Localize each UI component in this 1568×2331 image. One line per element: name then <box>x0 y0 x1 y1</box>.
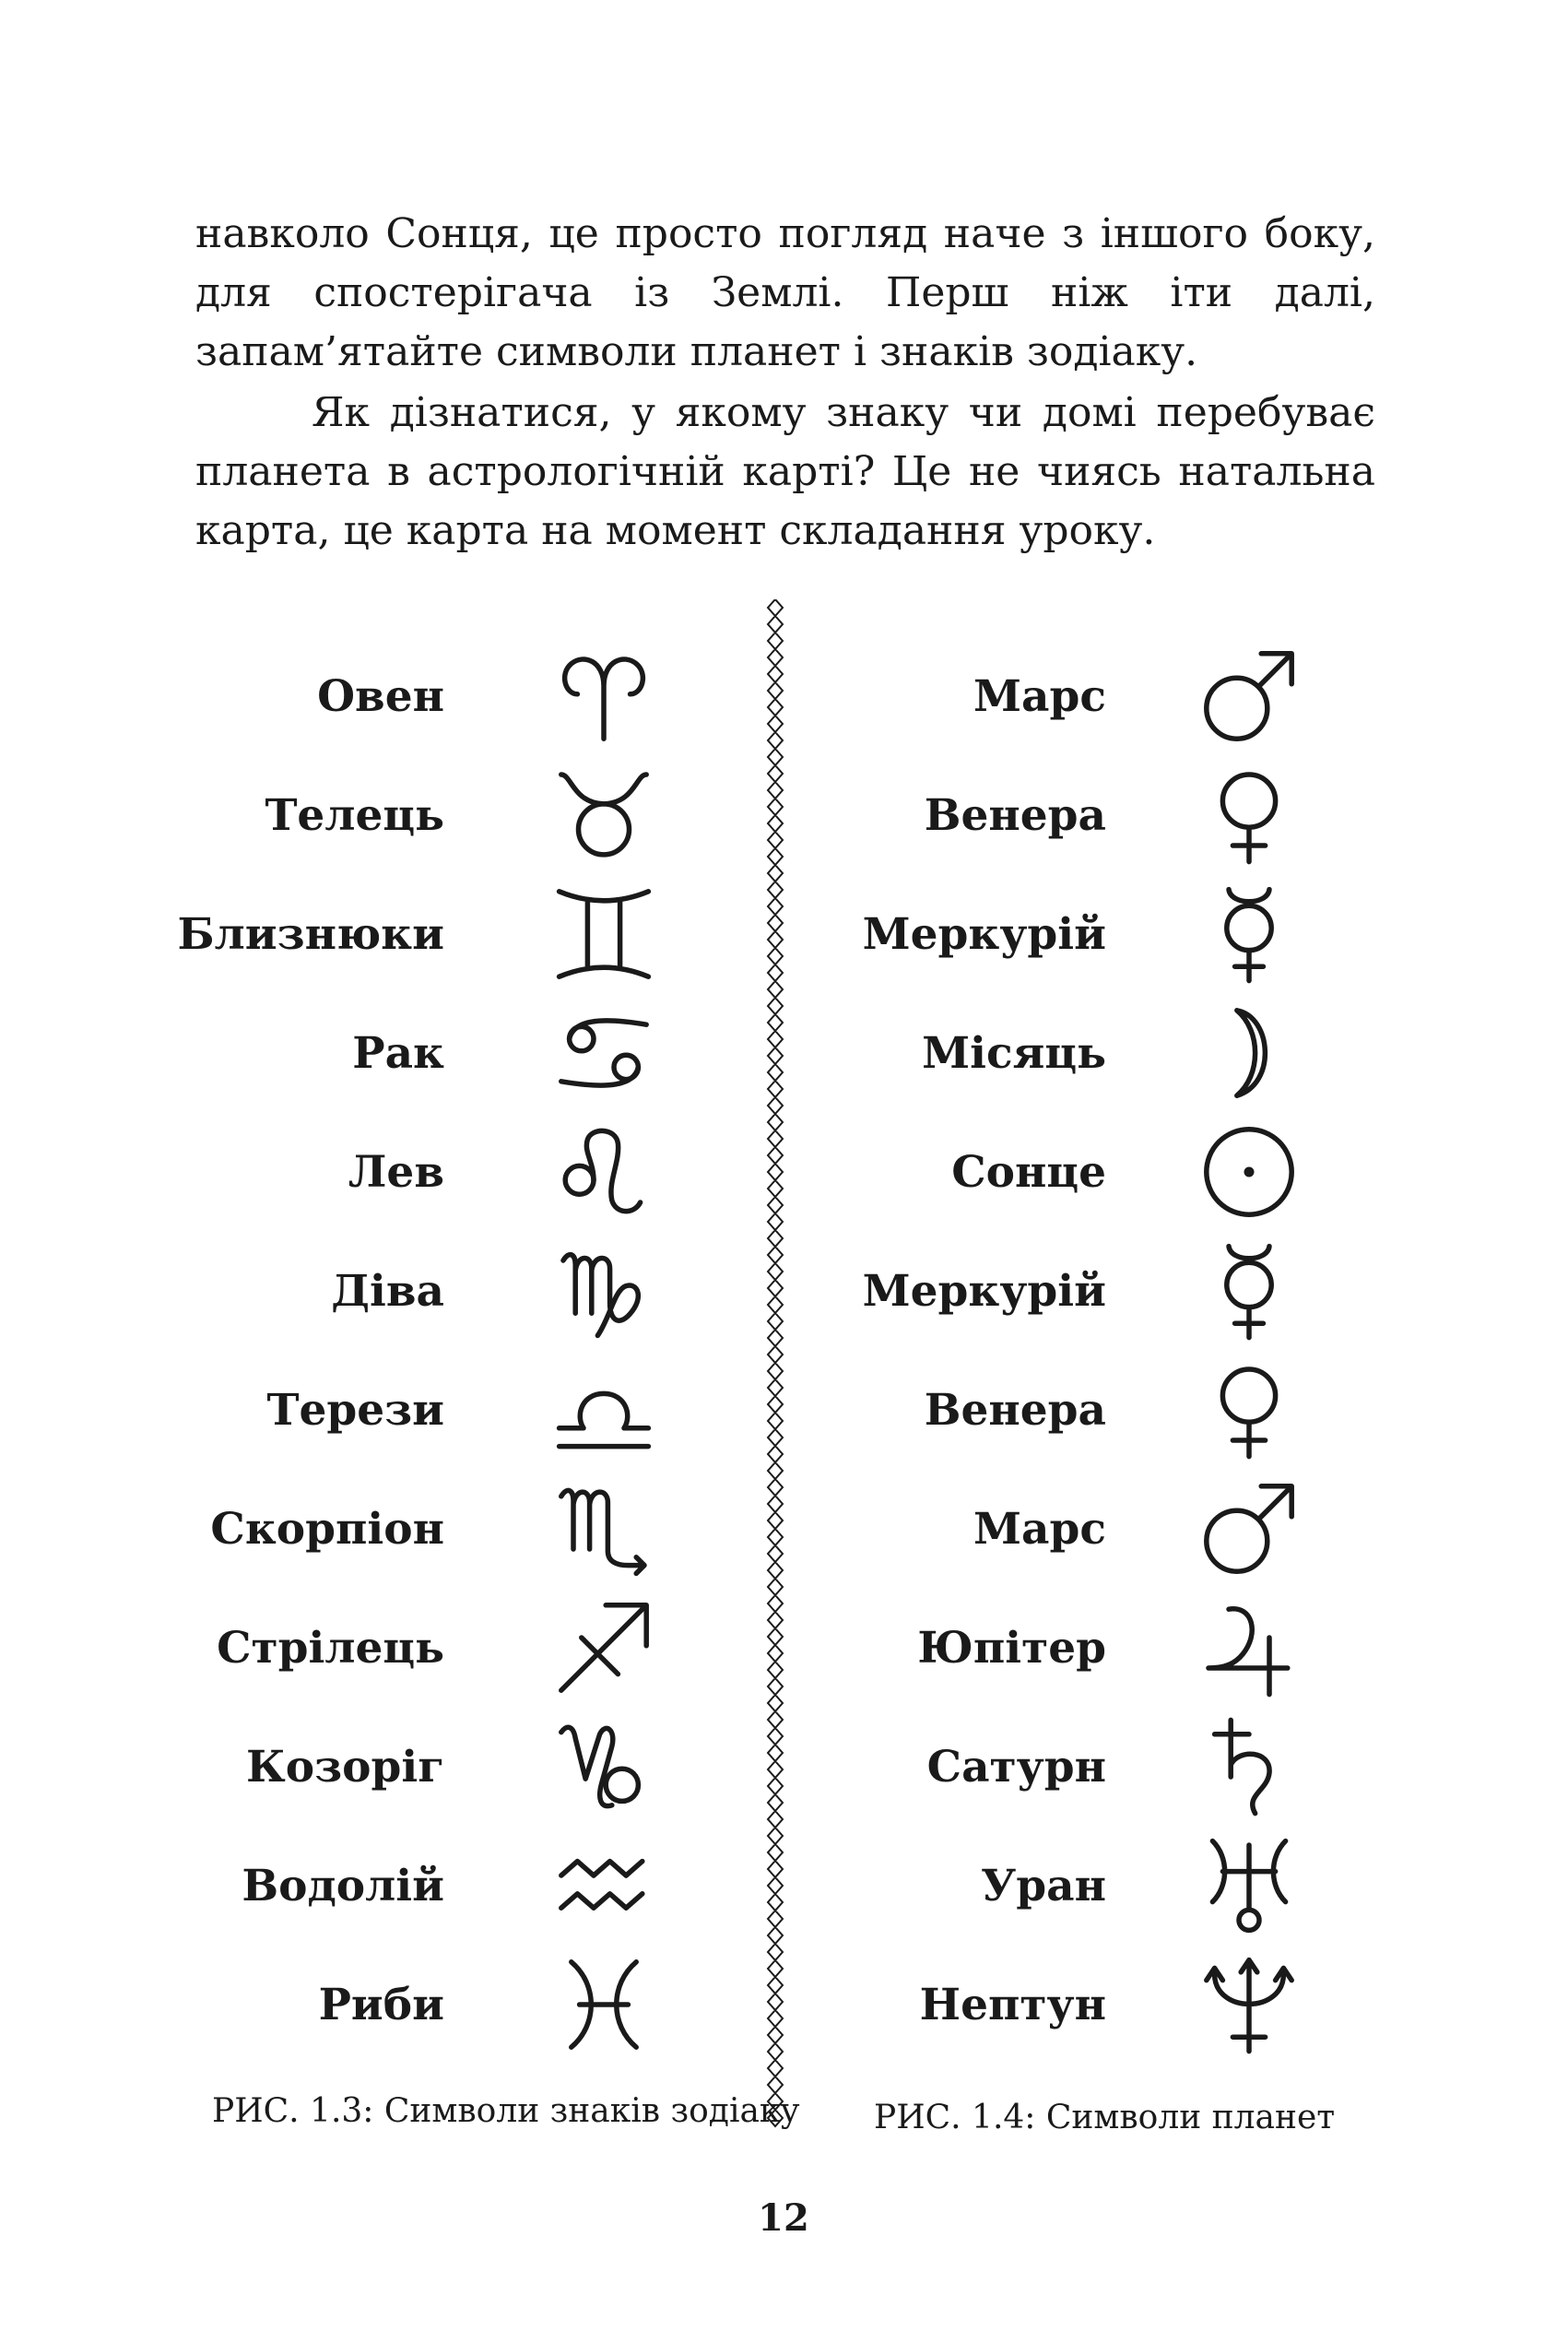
sagittarius-icon <box>553 1597 654 1698</box>
venus-icon <box>1198 764 1300 866</box>
zodiac-label: Водолій <box>242 1861 444 1911</box>
planets-caption: РИС. 1.4: Символи планет <box>874 2099 1336 2136</box>
jupiter-icon <box>1198 1597 1300 1698</box>
aquarius-icon <box>553 1835 654 1936</box>
gemini-icon <box>553 883 654 985</box>
zodiac-label: Рак <box>352 1028 444 1079</box>
zodiac-label: Стрілець <box>217 1623 444 1674</box>
virgo-icon <box>553 1240 654 1342</box>
aries-icon <box>553 645 654 747</box>
capricorn-icon <box>553 1716 654 1817</box>
moon-icon <box>1198 1002 1300 1104</box>
sun-icon <box>1198 1121 1300 1223</box>
venus-icon <box>1198 1359 1300 1461</box>
zodiac-label: Козоріг <box>246 1742 444 1793</box>
zodiac-label: Риби <box>318 1980 444 2030</box>
neptune-icon <box>1198 1954 1300 2055</box>
leo-icon <box>553 1121 654 1223</box>
zodiac-label: Близнюки <box>177 909 444 960</box>
zodiac-label: Діва <box>331 1266 444 1317</box>
planet-label: Марс <box>973 1504 1106 1555</box>
planet-label: Сонце <box>951 1147 1106 1198</box>
cancer-icon <box>553 1002 654 1104</box>
mercury-icon <box>1198 883 1300 985</box>
planet-label: Меркурій <box>862 1266 1106 1317</box>
planet-label: Венера <box>924 1385 1106 1436</box>
zodiac-label: Лев <box>348 1147 444 1198</box>
planet-label: Венера <box>924 790 1106 841</box>
libra-icon <box>553 1359 654 1461</box>
zodiac-label: Телець <box>265 790 444 841</box>
paragraph-2: Як дізнатися, у якому знаку чи домі перебуває планета в астрологічній карті? Це не чиясь натальна карта, це карта на момент складання уроку. <box>195 389 1375 554</box>
zodiac-label: Скорпіон <box>210 1504 444 1555</box>
uranus-icon <box>1198 1835 1300 1936</box>
planet-label: Марс <box>973 671 1106 722</box>
pisces-icon <box>553 1954 654 2055</box>
scorpio-icon <box>553 1478 654 1580</box>
planet-label: Нептун <box>919 1980 1106 2030</box>
planet-label: Юпітер <box>917 1623 1106 1674</box>
mars-icon <box>1198 645 1300 747</box>
planet-label: Уран <box>981 1861 1106 1911</box>
decorative-divider <box>763 599 787 2137</box>
zodiac-caption: РИС. 1.3: Символи знаків зодіаку <box>212 2092 800 2130</box>
paragraph-1: навколо Сонця, це просто погляд наче з іншого боку, для спостерігача із Землі. Перш ніж іти далі, запам’ятайте символи планет і знаків зодіаку. <box>195 210 1375 375</box>
mars-icon <box>1198 1478 1300 1580</box>
saturn-icon <box>1198 1716 1300 1817</box>
planet-label: Меркурій <box>862 909 1106 960</box>
taurus-icon <box>553 764 654 866</box>
mercury-icon <box>1198 1240 1300 1342</box>
zodiac-label: Овен <box>317 671 444 722</box>
planet-label: Місяць <box>922 1028 1106 1079</box>
planet-label: Сатурн <box>926 1742 1106 1793</box>
zodiac-label: Терези <box>266 1385 444 1436</box>
page-number: 12 <box>758 2196 809 2240</box>
